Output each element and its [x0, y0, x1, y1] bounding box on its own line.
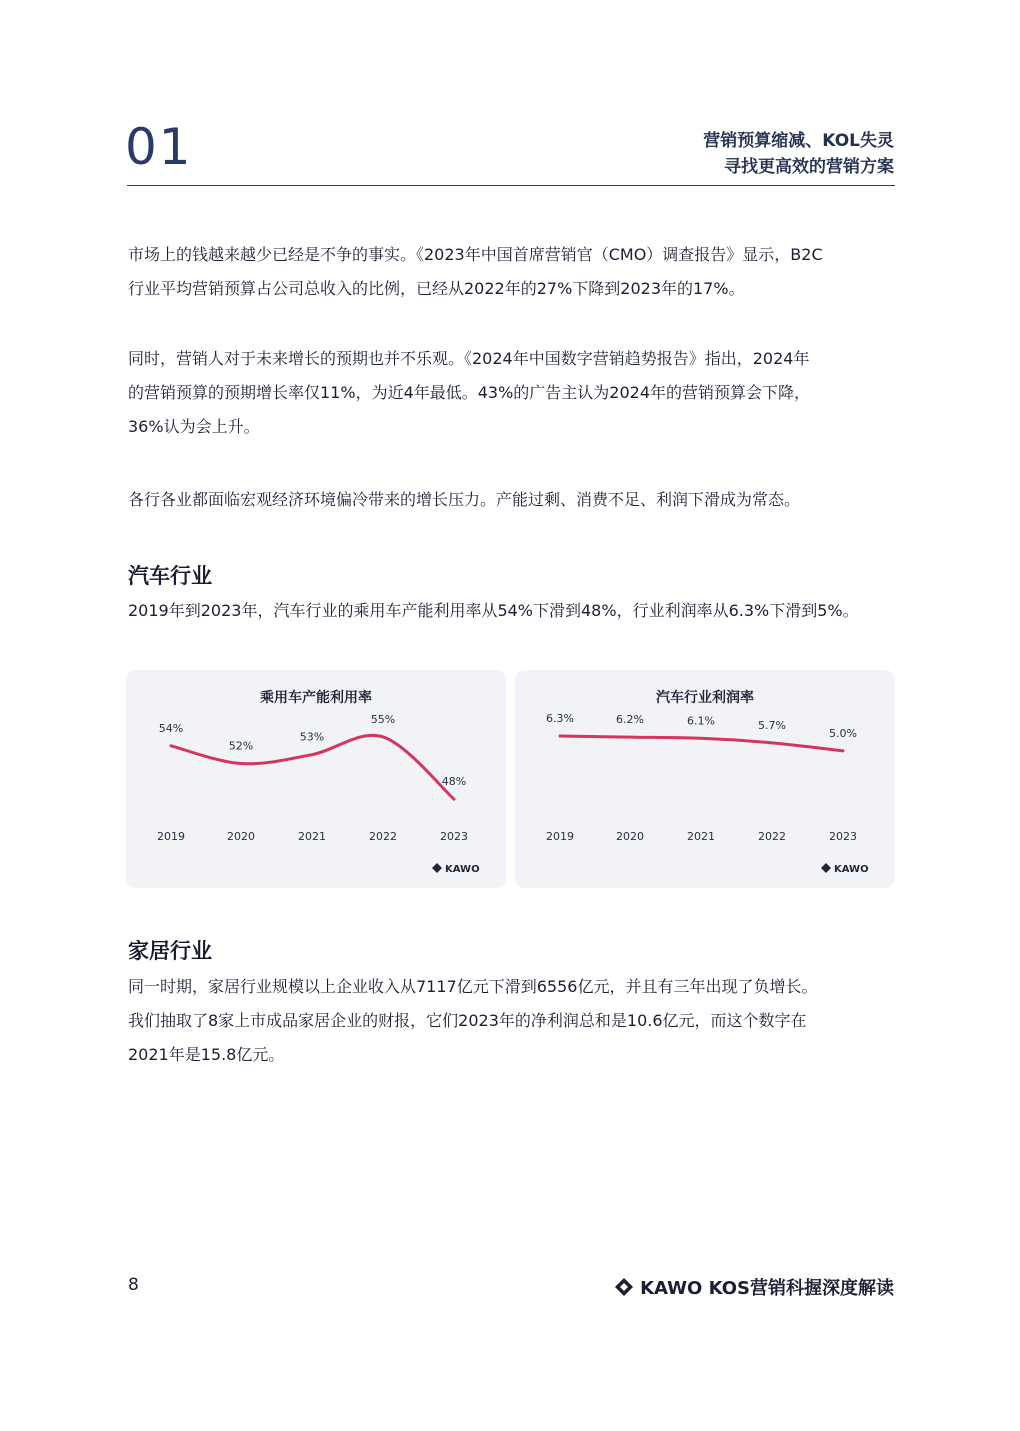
- kawo-logo-text: KAWO: [445, 864, 480, 875]
- chart-title: 汽车行业利润率: [656, 690, 754, 706]
- chart-card-profit: [515, 670, 895, 888]
- auto-paragraph: [128, 594, 908, 628]
- text-line: 的营销预算的预期增长率仅11%，为近4年最低。43%的广告主认为2024年的营销预算会下降，: [128, 383, 811, 402]
- text-line: 同时，营销人对于未来增长的预期也并不乐观。《2024年中国数字营销趋势报告》指出，2024年: [128, 349, 810, 368]
- data-label: 6.2%: [616, 713, 644, 727]
- header-divider: [127, 185, 895, 186]
- kawo-logo-icon: [614, 1277, 634, 1297]
- x-tick-label: 2022: [758, 830, 786, 843]
- home-paragraph: [128, 970, 908, 1072]
- text-line: 各行各业都面临宏观经济环境偏冷带来的增长压力。产能过剩、消费不足、利润下滑成为常态。: [128, 490, 801, 509]
- x-tick-label: 2020: [227, 830, 255, 843]
- kawo-logo-icon: [821, 863, 831, 873]
- series-line: [560, 736, 843, 751]
- x-tick-label: 2023: [440, 830, 468, 843]
- chapter-number: 01: [125, 118, 193, 176]
- data-label: 6.1%: [687, 714, 715, 728]
- kawo-logo-text: KAWO: [834, 864, 869, 875]
- text-line: 同一时期，家居行业规模以上企业收入从7117亿元下滑到6556亿元，并且有三年出现了负增长。: [128, 977, 818, 996]
- x-tick-label: 2021: [298, 830, 326, 843]
- text-line: 市场上的钱越来越少已经是不争的事实。《2023年中国首席营销官（CMO）调查报告》显示，B2C: [128, 245, 823, 264]
- kawo-chart-logo: [432, 863, 480, 875]
- intro-paragraph-3: [128, 483, 908, 517]
- chart-card-utilization: [126, 670, 506, 888]
- chapter-title: [703, 128, 894, 180]
- data-label: 5.0%: [829, 726, 857, 740]
- data-label: 52%: [228, 739, 254, 753]
- page-number: 8: [128, 1275, 139, 1295]
- text-line: 行业平均营销预算占公司总收入的比例，已经从2022年的27%下降到2023年的17%。: [128, 279, 745, 298]
- x-tick-label: 2019: [157, 830, 185, 843]
- data-label: 48%: [441, 775, 467, 789]
- chart-utilization: [126, 670, 506, 888]
- intro-paragraph-2: [128, 342, 908, 444]
- text-line: 2021年是15.8亿元。: [128, 1045, 285, 1064]
- data-label: 6.3%: [546, 712, 574, 725]
- series-line: [171, 735, 454, 799]
- chapter-title-line1: 营销预算缩减、KOL失灵: [703, 131, 894, 151]
- text-line: 2019年到2023年，汽车行业的乘用车产能利用率从54%下滑到48%，行业利润率从6.3%下滑到5%。: [128, 601, 859, 620]
- kawo-logo-icon: [432, 863, 442, 873]
- section-heading-auto: 汽车行业: [128, 564, 212, 588]
- x-tick-label: 2023: [829, 830, 857, 843]
- data-label: 54%: [158, 721, 184, 735]
- text-line: 36%认为会上升。: [128, 417, 260, 436]
- chart-profit-margin: [515, 670, 895, 888]
- footer-brand-text: KAWO KOS营销科握深度解读: [640, 1278, 894, 1299]
- x-tick-label: 2019: [546, 830, 574, 843]
- intro-paragraph-1: [128, 238, 908, 306]
- section-heading-home: 家居行业: [128, 939, 212, 963]
- kawo-chart-logo: [821, 863, 869, 875]
- text-line: 我们抽取了8家上市成品家居企业的财报，它们2023年的净利润总和是10.6亿元，而这个数字在: [128, 1011, 807, 1030]
- chart-title: 乘用车产能利用率: [260, 690, 372, 706]
- data-label: 55%: [370, 712, 396, 726]
- x-tick-label: 2022: [369, 830, 397, 843]
- data-label: 5.7%: [758, 718, 786, 732]
- x-tick-label: 2020: [616, 830, 644, 843]
- x-tick-label: 2021: [687, 830, 715, 843]
- footer-brand: [614, 1274, 894, 1300]
- chapter-title-line2: 寻找更高效的营销方案: [724, 157, 894, 177]
- data-label: 53%: [299, 730, 325, 744]
